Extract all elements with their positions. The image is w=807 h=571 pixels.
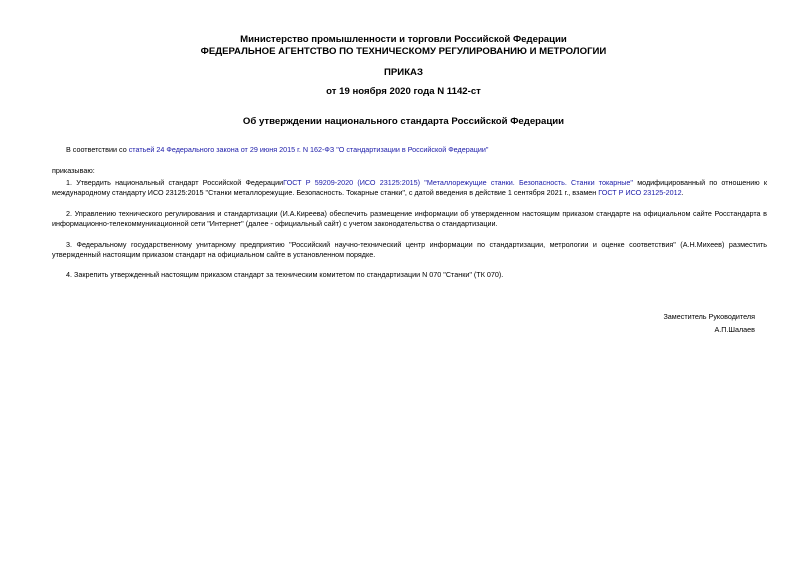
agency-heading: ФЕДЕРАЛЬНОЕ АГЕНТСТВО ПО ТЕХНИЧЕСКОМУ РЕГУЛИРОВАНИЮ И МЕТРОЛОГИИ: [200, 46, 607, 57]
item-1-text-a: 1. Утвердить национальный стандарт Российской Федерации: [66, 178, 284, 187]
replaced-standard-link[interactable]: ГОСТ Р ИСО 23125-2012: [598, 188, 682, 197]
document-date-number: от 19 ноября 2020 года N 1142-ст: [326, 86, 481, 97]
item-1-text-c: .: [681, 188, 684, 197]
preamble-paragraph: [52, 145, 767, 155]
item-2-paragraph: 2. Управлению технического регулирования и стандартизации (И.А.Киреева) обеспечить размещение информации об утвержденном настоящим приказом стандарте на официальном сайте Росстандарта в информационно-телекоммуникационной сети "Интернет" (далее - официальный сайт) с учетом законодательства о стандартизации.: [52, 209, 767, 228]
signatory-position: Заместитель Руководителя: [663, 312, 755, 321]
standard-link[interactable]: ГОСТ Р 59209-2020 (ИСО 23125:2015) "Металлорежущие станки. Безопасность. Станки токарные": [283, 178, 633, 187]
item-1-text-b: модифицированный по отношению к международному стандарту ИСО 23125:2015 "Станки металлорежущие. Безопасность. Токарные станки", с датой введения в действие 1 сентября 2021 г., взамен: [52, 178, 767, 197]
order-word: приказываю:: [52, 166, 95, 175]
law-link[interactable]: статьей 24 Федерального закона от 29 июня 2015 г. N 162-ФЗ "О стандартизации в Российской Федерации": [128, 145, 489, 154]
item-3-paragraph: 3. Федеральному государственному унитарному предприятию "Российский научно-технический центр информации по стандартизации, метрологии и оценке соответствия" (А.Н.Михеев) разместить утвержденный настоящим приказом стандарт на официальном сайте в установленном порядке.: [52, 240, 767, 259]
item-1-paragraph: [52, 178, 767, 198]
signatory-name: А.П.Шалаев: [714, 325, 755, 334]
ministry-heading: Министерство промышленности и торговли Российской Федерации: [240, 34, 567, 45]
item-4-paragraph: 4. Закрепить утвержденный настоящим приказом стандарт за техническим комитетом по стандартизации N 070 "Станки" (ТК 070).: [66, 270, 504, 279]
document-subject: Об утверждении национального стандарта Российской Федерации: [242, 116, 565, 127]
document-type: ПРИКАЗ: [384, 67, 423, 78]
preamble-lead: В соответствии со: [66, 145, 129, 154]
